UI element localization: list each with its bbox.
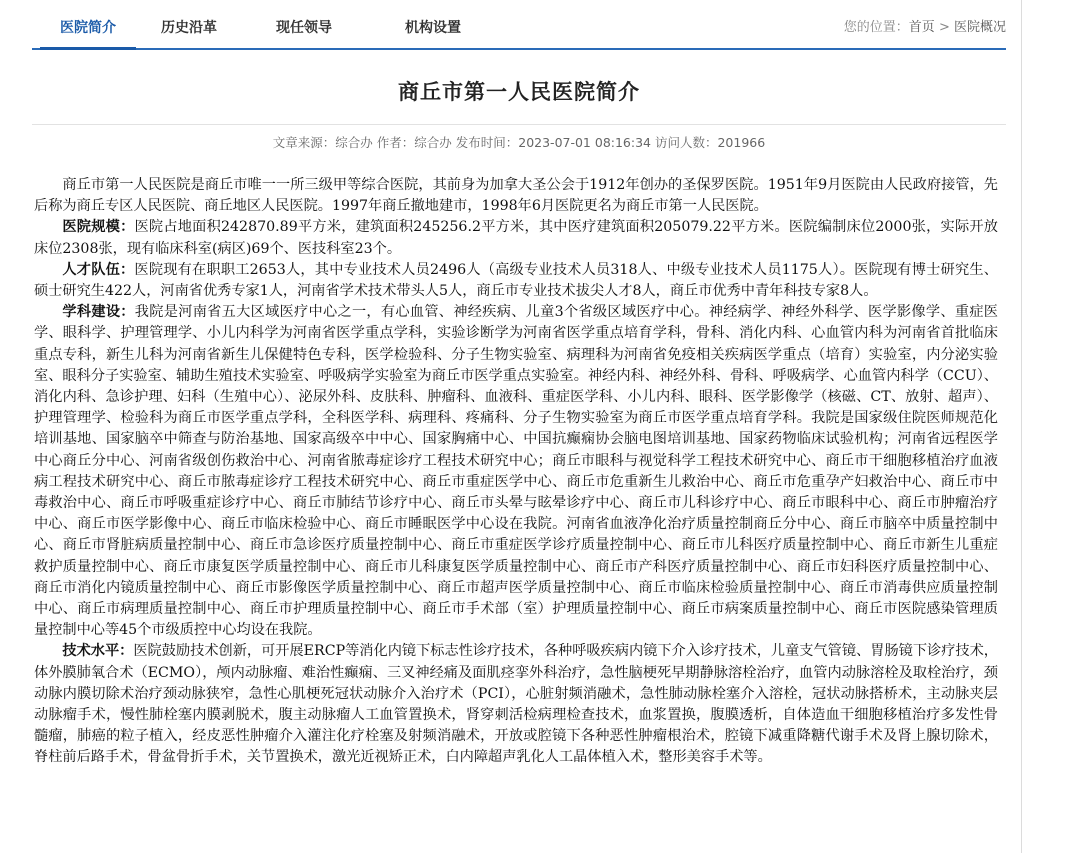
talent-paragraph: [34, 260, 998, 302]
tab-history[interactable]: 历史沿革: [161, 20, 217, 36]
tab-organization[interactable]: 机构设置: [405, 20, 461, 36]
breadcrumb-current-link[interactable]: 医院概况: [953, 20, 1006, 35]
talent-text: 医院现有在职职工2653人，其中专业技术人员2496人（高级专业技术人员318人、中级专业技术人员1175人）。医院现有博士研究生、硕士研究生422人，河南省优秀专家1人，河南省学术技术带头人5人，商丘市专业技术拔尖人才8人，商丘市优秀中青年科技专家8人。: [34, 261, 998, 300]
page-title: 商丘市第一人民医院简介: [398, 80, 640, 104]
tech-paragraph: [34, 641, 998, 768]
discipline-label: 学科建设：: [62, 304, 135, 321]
title-divider: [32, 124, 1006, 125]
intro-paragraph: [34, 175, 998, 217]
scale-label: 医院规模：: [62, 219, 135, 236]
discipline-text: 我院是河南省五大区域医疗中心之一，有心血管、神经疾病、儿童3个省级区域医疗中心。神经病学、神经外科学、医学影像学、重症医学、眼科学、护理管理学、小儿内科学为河南省医学重点学科，实验诊断学为河南省医学重点培育学科，骨科、消化内科、心血管内科为河南省首批临床重点专科，新生儿科为河南省新生儿保健特色专科，医学检验科、分子生物实验室、病理科为河南省免疫相关疾病医学重点（培育）实验室，内分泌实验室、眼科分子实验室、辅助生殖技术实验室、呼吸病学实验室为商丘市医学重点实验室。神经内科、神经外科、骨科、呼吸病学、心血管内科学（CCU）、消化内科、急诊护理、妇科（生殖中心）、泌尿外科、皮肤科、肿瘤科、血液科、重症医学科、小儿内科、眼科、医学影像学（核磁、CT、放射、超声）、护理管理学、检验科为商丘市医学重点学科，全科医学科、病理科、疼痛科、分子生物实验室为商丘市医学重点培育学科。我院是国家级住院医师规范化培训基地、国家脑卒中筛查与防治基地、国家高级卒中中心、国家胸痛中心、中国抗癫痫协会脑电图培训基地、国家药物临床试验机构；河南省远程医学中心商丘分中心、河南省级创伤救治中心、河南省脓毒症诊疗工程技术研究中心；商丘市眼科与视觉科学工程技术研究中心、商丘市干细胞移植治疗血液病工程技术研究中心、商丘市脓毒症诊疗工程技术研究中心、商丘市重症医学中心、商丘市危重新生儿救治中心、商丘市危重孕产妇救治中心、商丘市中毒救治中心、商丘市呼吸重症诊疗中心、商丘市肺结节诊疗中心、商丘市头晕与眩晕诊疗中心、商丘市儿科诊疗中心、商丘市眼科中心、商丘市肿瘤治疗中心、商丘市医学影像中心、商丘市临床检验中心、商丘市睡眠医学中心设在我院。河南省血液净化治疗质量控制商丘分中心、商丘市脑卒中质量控制中心、商丘市肾脏病质量控制中心、商丘市急诊医疗质量控制中心、商丘市重症医学诊疗质量控制中心、商丘市儿科医疗质量控制中心、商丘市新生儿重症救护质量控制中心、商丘市康复医学质量控制中心、商丘市儿科康复医学质量控制中心、商丘市产科医疗质量控制中心、商丘市妇科医疗质量控制中心、商丘市消化内镜质量控制中心、商丘市影像医学质量控制中心、商丘市超声医学质量控制中心、商丘市临床检验质量控制中心、商丘市消毒供应质量控制中心、商丘市病理质量控制中心、商丘市护理质量控制中心、商丘市手术部（室）护理质量控制中心、商丘市病案质量控制中心、商丘市医院感染管理质量控制中心等45个市级质控中心均设在我院。: [34, 304, 998, 639]
tab-hospital-intro[interactable]: 医院简介: [60, 0, 116, 48]
tech-text: 医院鼓励技术创新，可开展ERCP等消化内镜下标志性诊疗技术，各种呼吸疾病内镜下介入诊疗技术，儿童支气管镜、胃肠镜下诊疗技术，体外膜肺氧合术（ECMO），颅内动脉瘤、难治性癫痫、三叉神经痛及面肌痉挛外科治疗，急性脑梗死早期静脉溶栓治疗，血管内动脉溶栓及取栓治疗，颈动脉内膜切除术治疗颈动脉狭窄，急性心肌梗死冠状动脉介入治疗术（PCI），心脏射频消融术，急性肺动脉栓塞介入溶栓，冠状动脉搭桥术，主动脉夹层动脉瘤手术，慢性肺栓塞内膜剥脱术，腹主动脉瘤人工血管置换术，肾穿刺活检病理检查技术，血浆置换，腹膜透析，自体造血干细胞移植治疗多发性骨髓瘤，肺癌的粒子植入，经皮恶性肿瘤介入灌注化疗栓塞及射频消融术，开放或腔镜下各种恶性肿瘤根治术，腔镜下减重降糖代谢手术及肾上腺切除术，脊柱前后路手术，骨盆骨折手术，关节置换术，激光近视矫正术，白内障超声乳化人工晶体植入术，整形美容手术等。: [34, 643, 998, 766]
scale-text: 医院占地面积242870.89平方米，建筑面积245256.2平方米，其中医疗建筑面积205079.22平方米。医院编制床位2000张，实际开放床位2308张，现有临床科室(病区)69个、医技科室23个。: [34, 219, 998, 257]
tech-label: 技术水平：: [62, 643, 134, 660]
article-meta: 文章来源：综合办 作者：综合办 发布时间：2023-07-01 08:16:34 访问人数：201966: [272, 135, 766, 150]
talent-label: 人才队伍：: [62, 261, 135, 278]
top-navigation: [32, 0, 1006, 50]
discipline-paragraph: [34, 302, 998, 641]
scale-paragraph: [34, 217, 998, 259]
intro-text: 商丘市第一人民医院是商丘市唯一一所三级甲等综合医院，其前身为加拿大圣公会于1912年创办的圣保罗医院。1951年9月医院由人民政府接管，先后称为商丘专区人民医院、商丘地区人民医院。1997年商丘撤地建市，1998年6月医院更名为商丘市第一人民医院。: [34, 177, 998, 215]
tab-current-leadership[interactable]: 现任领导: [276, 20, 332, 36]
article-body: [34, 175, 998, 769]
breadcrumb-home-link[interactable]: 首页: [908, 20, 935, 35]
breadcrumb-separator: >: [938, 20, 950, 35]
breadcrumb-prefix: 您的位置：: [843, 20, 909, 35]
breadcrumb: [844, 0, 1006, 48]
